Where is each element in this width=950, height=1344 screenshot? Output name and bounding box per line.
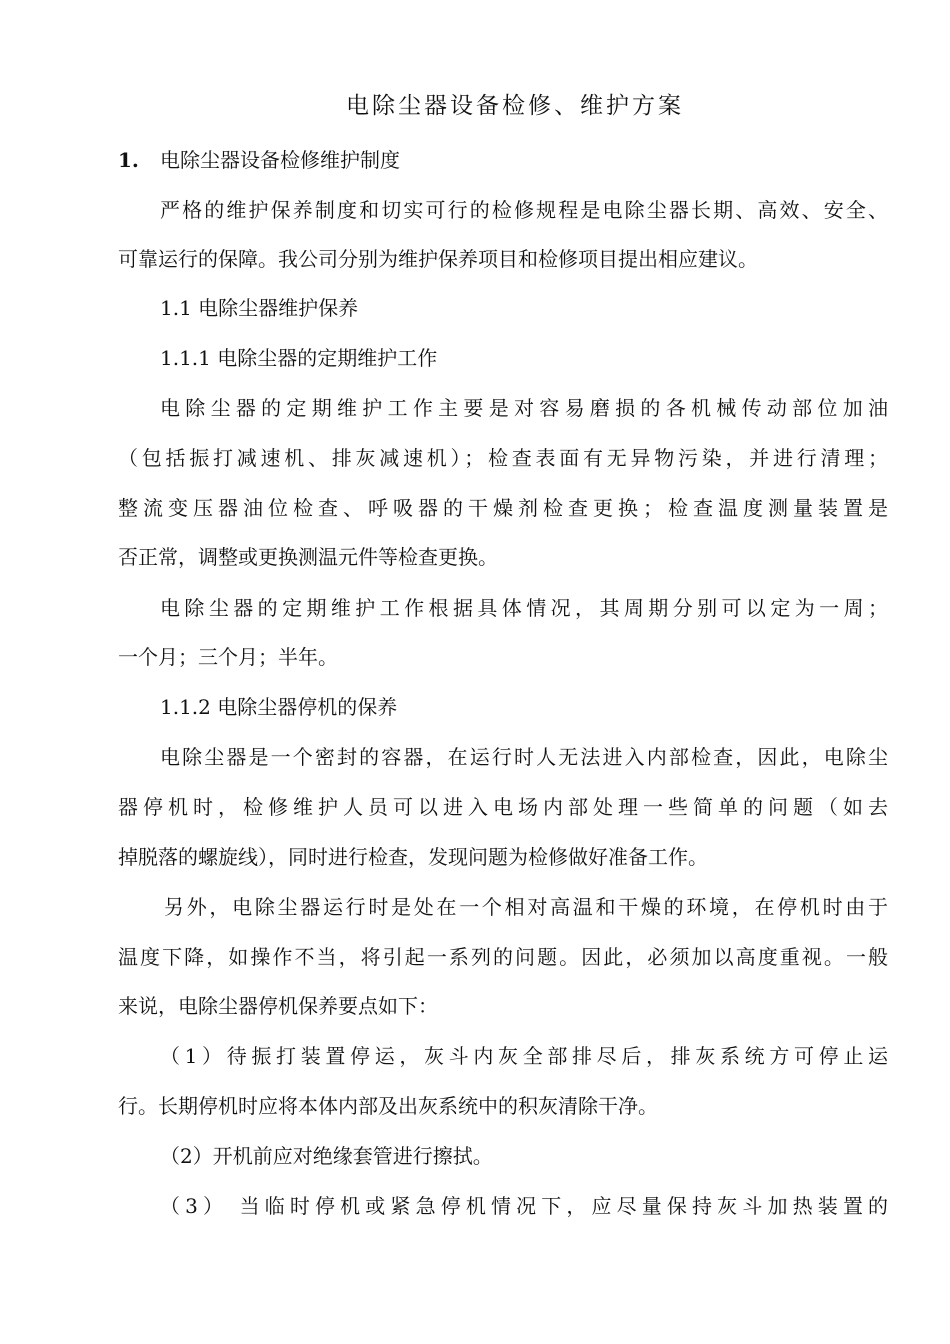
paragraph-line: 严格的维护保养制度和切实可行的检修规程是电除尘器长期、高效、安全、 bbox=[160, 198, 888, 222]
paragraph-line: 器停机时，检修维护人员可以进入电场内部处理一些简单的问题（如去 bbox=[118, 795, 888, 819]
section-number: 1. bbox=[118, 148, 139, 172]
paragraph-line: 来说，电除尘器停机保养要点如下： bbox=[118, 994, 438, 1018]
paragraph-line: 电除尘器的定期维护工作主要是对容易磨损的各机械传动部位加油 bbox=[160, 396, 888, 420]
paragraph-line: 电除尘器是一个密封的容器，在运行时人无法进入内部检查，因此，电除尘 bbox=[160, 745, 888, 769]
paragraph-line: 整流变压器油位检查、呼吸器的干燥剂检查更换；检查温度测量装置是 bbox=[118, 496, 888, 520]
list-item-line: （2）开机前应对绝缘套管进行擦拭。 bbox=[160, 1144, 493, 1168]
subsection-heading: 1.1.2 电除尘器停机的保养 bbox=[160, 695, 398, 719]
subsection-heading: 1.1.1 电除尘器的定期维护工作 bbox=[160, 346, 438, 370]
section-heading bbox=[118, 143, 888, 177]
paragraph-line: 可靠运行的保障。我公司分别为维护保养项目和检修项目提出相应建议。 bbox=[118, 247, 758, 271]
subsection-heading: 1.1 电除尘器维护保养 bbox=[160, 296, 359, 320]
paragraph-line: 否正常，调整或更换测温元件等检查更换。 bbox=[118, 545, 498, 569]
document-title: 电除尘器设备检修、维护方案 bbox=[346, 93, 684, 119]
paragraph-line: （包括振打减速机、排灰减速机）；检查表面有无异物污染，并进行清理； bbox=[118, 446, 888, 470]
paragraph-line: 另外，电除尘器运行时是处在一个相对高温和干燥的环境，在停机时由于 bbox=[164, 895, 888, 919]
paragraph-line: 掉脱落的螺旋线），同时进行检查，发现问题为检修做好准备工作。 bbox=[118, 845, 708, 869]
list-item-line: （1）待振打装置停运，灰斗内灰全部排尽后，排灰系统方可停止运 bbox=[160, 1044, 888, 1068]
list-item-line: 行。长期停机时应将本体内部及出灰系统中的积灰清除干净。 bbox=[118, 1094, 658, 1118]
list-item-line: （3） 当临时停机或紧急停机情况下，应尽量保持灰斗加热装置的 bbox=[160, 1194, 888, 1218]
paragraph-line: 电除尘器的定期维护工作根据具体情况，其周期分别可以定为一周； bbox=[160, 596, 888, 620]
section-heading-text: 电除尘器设备检修维护制度 bbox=[160, 148, 400, 172]
paragraph-line: 一个月；三个月；半年。 bbox=[118, 645, 338, 669]
paragraph-line: 温度下降，如操作不当，将引起一系列的问题。因此，必须加以高度重视。一般 bbox=[118, 945, 888, 969]
